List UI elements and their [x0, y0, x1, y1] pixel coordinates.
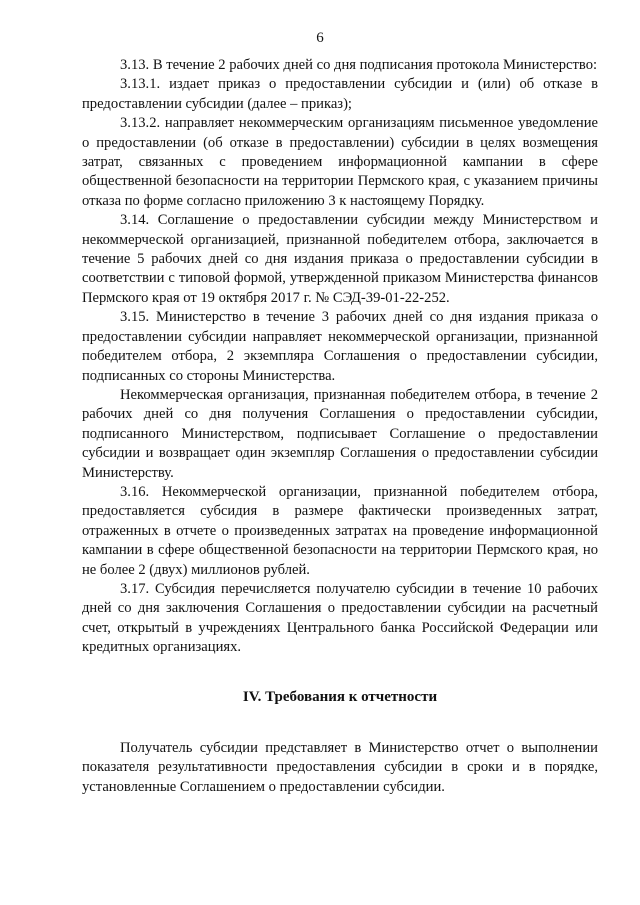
- document-body: [82, 56, 598, 797]
- paragraph-3-17: 3.17. Субсидия перечисляется получателю субсидии в течение 10 рабочих дней со дня заключения Соглашения о предоставлении субсидии на расчетный счет, открытый в учреждениях Центрального банка Российской Федерации или кредитных организациях.: [82, 580, 598, 656]
- paragraph-3-14: 3.14. Соглашение о предоставлении субсидии между Министерством и некоммерческой организацией, признанной победителем отбора, заключается в течение 5 рабочих дней со дня издания приказа о предоставлении субсидии в соответствии с типовой формой, утвержденной приказом Министерства финансов Пермского края от 19 октября 2017 г. № СЭД-39-01-22-252.: [82, 212, 598, 306]
- paragraph-3-13-1: 3.13.1. издает приказ о предоставлении субсидии и (или) об отказе в предоставлении субсидии (далее – приказ);: [82, 76, 598, 112]
- paragraph-reporting: Получатель субсидии представляет в Министерство отчет о выполнении показателя результативности предоставления субсидии в сроки и в порядке, установленные Соглашением о предоставлении субсидии.: [82, 740, 598, 795]
- paragraph-3-16: 3.16. Некоммерческой организации, признанной победителем отбора, предоставляется субсидия в размере фактически произведенных затрат, отраженных в отчете о произведенных затратах на проведение информационной кампании в сфере общественной безопасности на территории Пермского края, но не более 2 (двух) миллионов рублей.: [82, 483, 598, 578]
- page-number: 6: [316, 30, 324, 46]
- paragraph-3-13-2: 3.13.2. направляет некоммерческим организациям письменное уведомление о предоставлении (об отказе в предоставлении) субсидии в целях возмещения затрат, связанных с проведением информационной кампании в сфере общественной безопасности на территории Пермского края, с указанием причины отказа по форме согласно приложению 3 к настоящему Порядку.: [82, 115, 598, 209]
- section-heading-reporting: IV. Требования к отчетности: [242, 688, 438, 705]
- paragraph-3-15-continued: Некоммерческая организация, признанная победителем отбора, в течение 2 рабочих дней со дня получения Соглашения о предоставлении субсидии, подписанного Министерством, подписывает Соглашение о предоставлении субсидии и возвращает один экземпляр Соглашения о предоставлении субсидии Министерству.: [82, 386, 598, 481]
- paragraph-3-13: 3.13. В течение 2 рабочих дней со дня подписания протокола Министерство:: [120, 57, 598, 73]
- paragraph-3-15: 3.15. Министерство в течение 3 рабочих дней со дня издания приказа о предоставлении субсидии направляет некоммерческой организации, признанной победителем отбора, 2 экземпляра Соглашения о предоставлении субсидии, подписанных со стороны Министерства.: [82, 309, 598, 384]
